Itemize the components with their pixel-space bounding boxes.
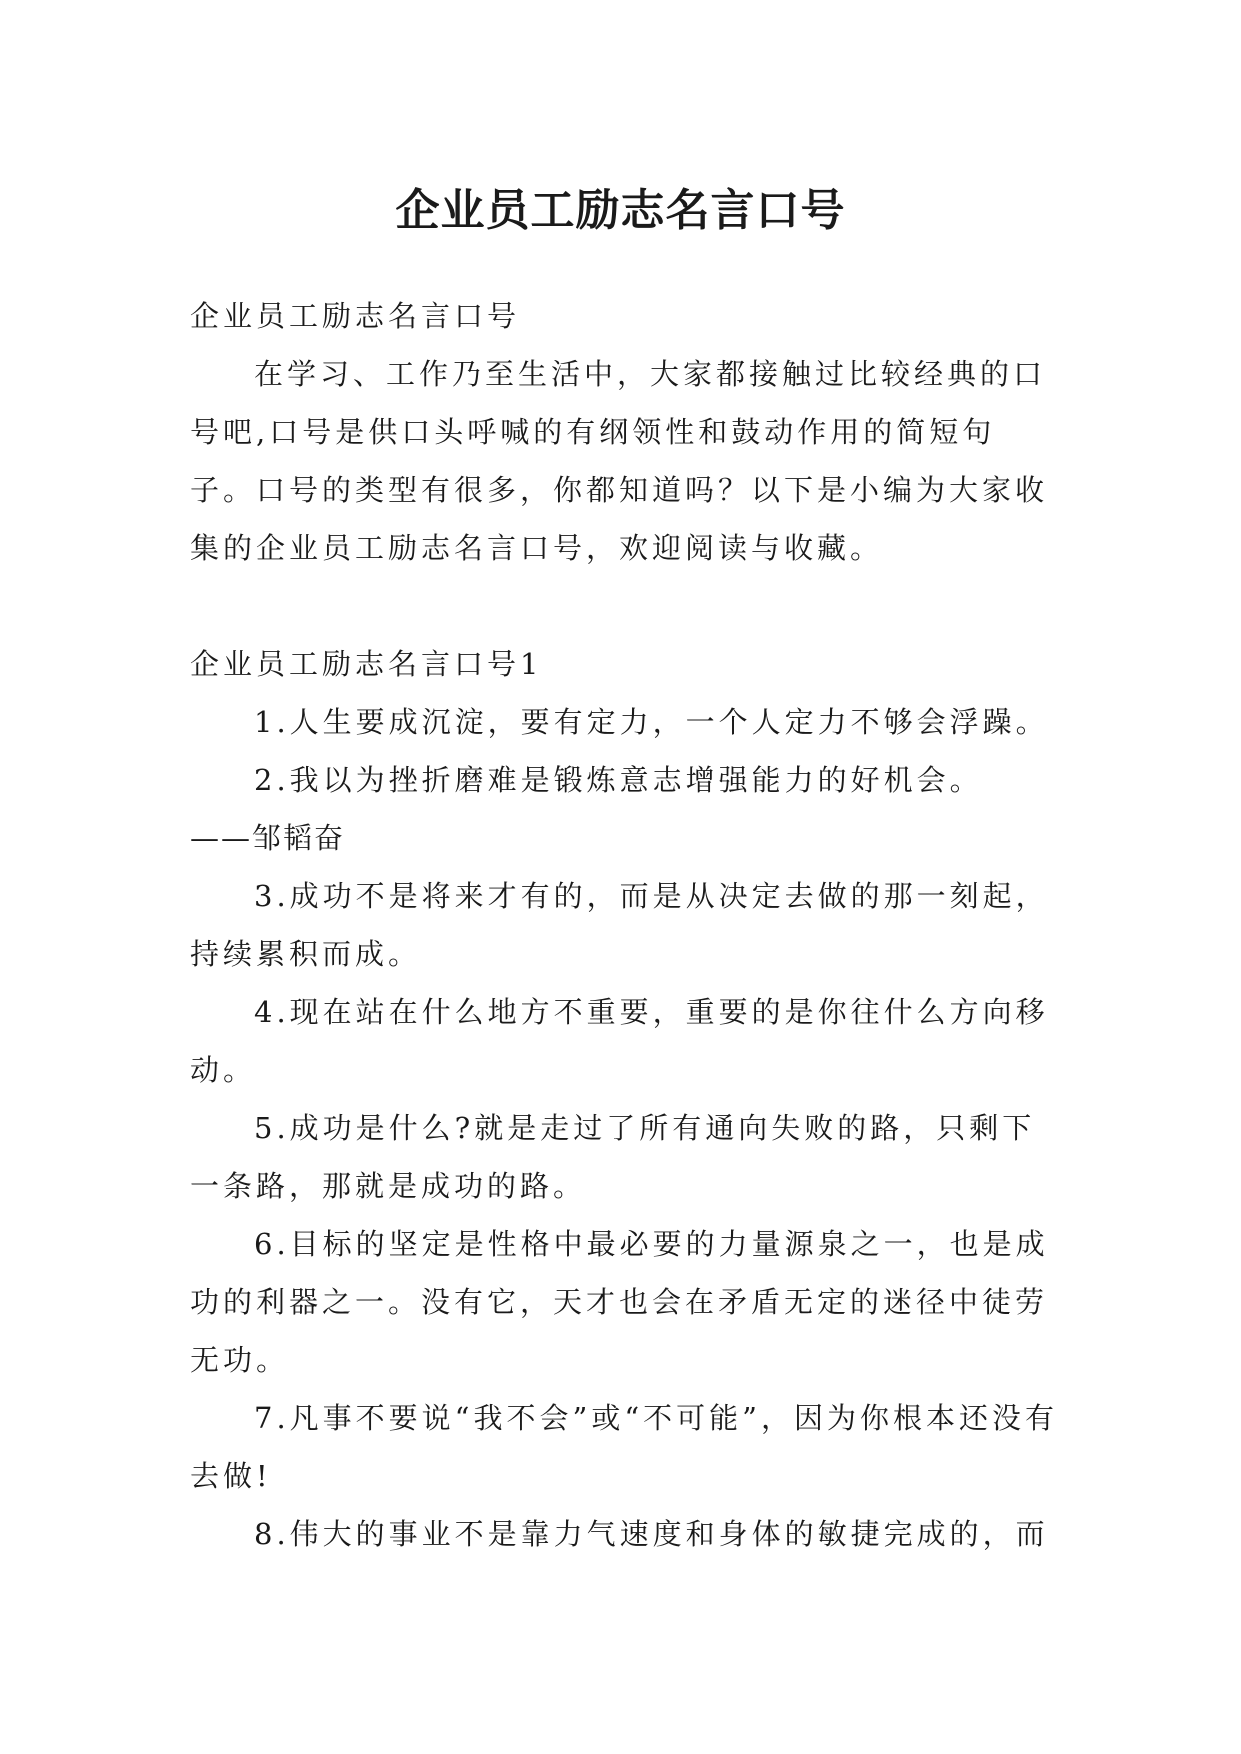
intro-paragraph: 在学习、工作乃至生活中，大家都接触过比较经典的口号吧,口号是供口头呼喊的有纲领性和鼓动作用的简短句子。口号的类型有很多，你都知道吗？以下是小编为大家收集的企业员工励志名言口号，欢迎阅读与收藏。: [190, 357, 1049, 565]
list-item: 1.人生要成沉淀，要有定力，一个人定力不够会浮躁。: [254, 705, 1049, 739]
document-body: [190, 287, 1060, 1563]
document-subtitle: 企业员工励志名言口号: [190, 299, 521, 333]
section-heading: 企业员工励志名言口号1: [190, 647, 543, 681]
document-title: 企业员工励志名言口号: [395, 185, 846, 237]
list-item: 5.成功是什么?就是走过了所有通向失败的路，只剩下一条路，那就是成功的路。: [190, 1111, 1036, 1203]
list-item: 4.现在站在什么地方不重要，重要的是你往什么方向移动。: [190, 995, 1049, 1087]
list-item: 8.伟大的事业不是靠力气速度和身体的敏捷完成的，而: [254, 1517, 1049, 1551]
list-item: 2.我以为挫折磨难是锻炼意志增强能力的好机会。: [254, 763, 983, 797]
list-item: 7.凡事不要说“我不会”或“不可能”，因为你根本还没有去做!: [190, 1401, 1058, 1493]
quote-attribution: ——邹韬奋: [190, 821, 346, 855]
paragraph-gap: [190, 577, 1060, 635]
list-item: 6.目标的坚定是性格中最必要的力量源泉之一，也是成功的利器之一。没有它，天才也会在矛盾无定的迷径中徒劳无功。: [190, 1227, 1049, 1377]
list-item: 3.成功不是将来才有的，而是从决定去做的那一刻起，持续累积而成。: [190, 879, 1049, 971]
